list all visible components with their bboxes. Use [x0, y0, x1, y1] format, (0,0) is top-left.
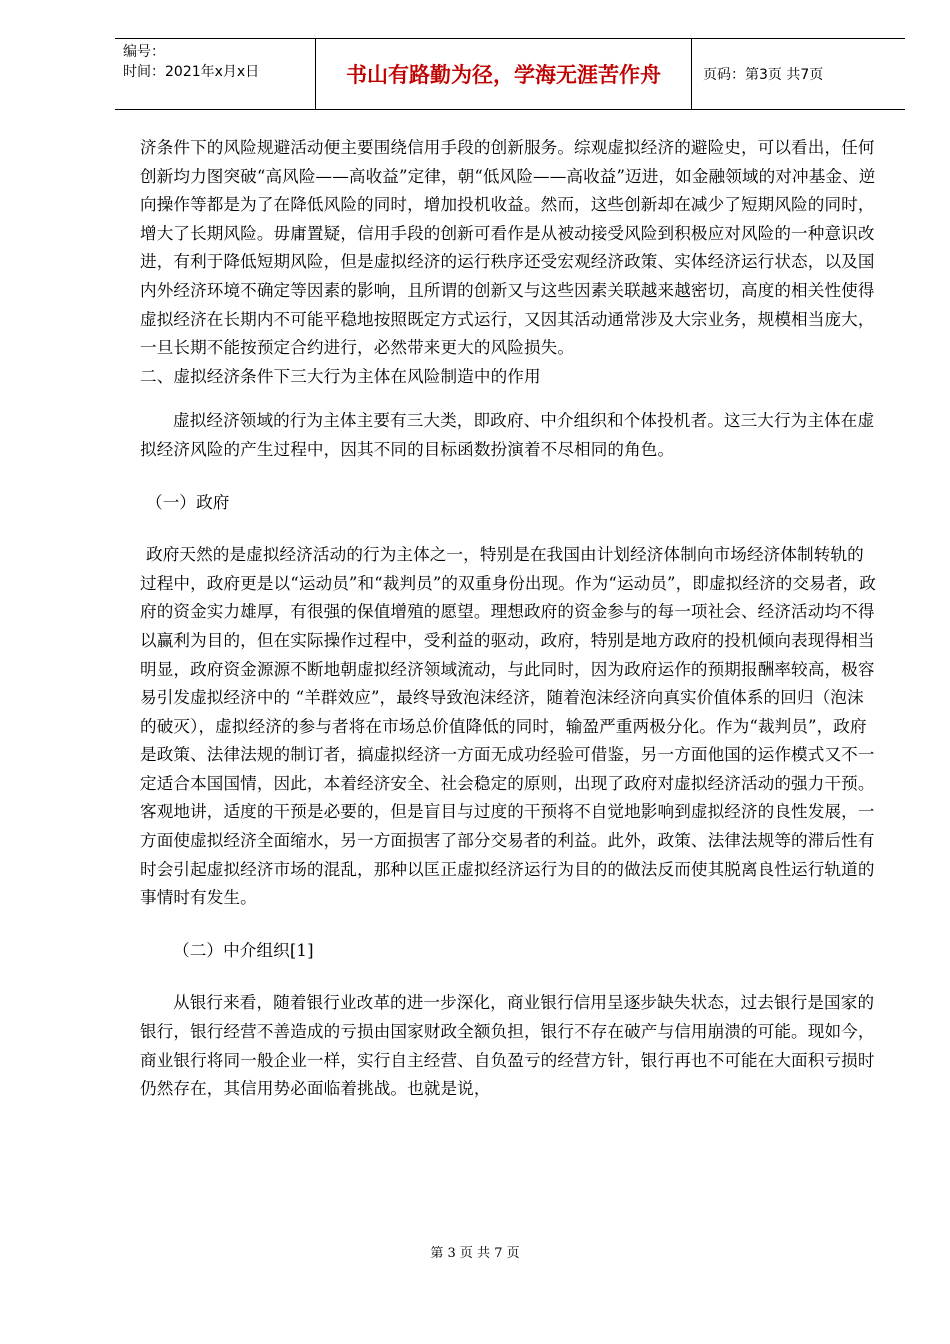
header-page-info: 页码：第3页 共7页 [703, 67, 824, 83]
section-heading-2: 二、虚拟经济条件下三大行为主体在风险制造中的作用 [140, 366, 541, 386]
paragraph-three-actors: 虚拟经济领域的行为主体主要有三大类，即政府、中介组织和个体投机者。这三大行为主体在虚拟经济风险的产生过程中，因其不同的目标函数扮演着不尽相同的角色。 [140, 411, 875, 459]
header-meta-cell [115, 39, 315, 109]
document-code-label: 编号： [123, 44, 165, 60]
document-time-label: 时间：2021年x月x日 [123, 64, 260, 80]
subheading-government: （一）政府 [146, 492, 230, 512]
paragraph-government: 政府天然的是虚拟经济活动的行为主体之一，特别是在我国由计划经济体制向市场经济体制转轨的过程中，政府更是以“运动员”和“裁判员”的双重身份出现。作为“运动员”，即虚拟经济的交易者，政府的资金实力雄厚，有很强的保值增殖的愿望。理想政府的资金参与的每一项社会、经济活动均不得以赢利为目的，但在实际操作过程中，受利益的驱动，政府，特别是地方政府的投机倾向表现得相当明显，政府资金源源不断地朝虚拟经济领域流动，与此同时，因为政府运作的预期报酬率较高，极容易引发虚拟经济中的 “羊群效应”，最终导致泡沫经济，随着泡沫经济向真实价值体系的回归（泡沫的破灭），虚拟经济的参与者将在市场总价值降低的同时，输盈严重两极分化。作为“裁判员”，政府是政策、法律法规的制订者，搞虚拟经济一方面无成功经验可借鉴，另一方面他国的运作模式又不一定适合本国国情，因此，本着经济安全、社会稳定的原则，出现了政府对虚拟经济活动的强力干预。客观地讲，适度的干预是必要的，但是盲目与过度的干预将不自觉地影响到虚拟经济的良性发展，一方面使虚拟经济全面缩水，另一方面损害了部分交易者的利益。此外，政策、法律法规等的滞后性有时会引起虚拟经济市场的混乱，那种以匡正虚拟经济运行为目的的做法反而使其脱离良性运行轨道的事情时有发生。 [140, 545, 876, 908]
header-motto: 书山有路勤为径，学海无涯苦作舟 [346, 63, 661, 87]
paragraph-risk-innovation: 济条件下的风险规避活动便主要围绕信用手段的创新服务。综观虚拟经济的避险史，可以看出，任何创新均力图突破“高风险——高收益”定律，朝“低风险——高收益”迈进，如金融领域的对冲基金、逆向操作等都是为了在降低风险的同时，增加投机收益。然而，这些创新却在减少了短期风险的同时，增大了长期风险。毋庸置疑，信用手段的创新可看作是从被动接受风险到积极应对风险的一种意识改进，有利于降低短期风险，但是虚拟经济的运行秩序还受宏观经济政策、实体经济运行状态，以及国内外经济环境不确定等因素的影响，且所谓的创新又与这些因素关联越来越密切，高度的相关性使得虚拟经济在长期内不可能平稳地按照既定方式运行，又因其活动通常涉及大宗业务，规模相当庞大，一旦长期不能按预定合约进行，必然带来更大的风险损失。 [140, 138, 876, 358]
subheading-intermediary: （二）中介组织[1] [173, 940, 314, 960]
document-body [140, 134, 880, 1104]
page-header [115, 38, 905, 110]
header-motto-cell [315, 39, 692, 109]
paragraph-banks: 从银行来看，随着银行业改革的进一步深化，商业银行信用呈逐步缺失状态，过去银行是国家的银行，银行经营不善造成的亏损由国家财政全额负担，银行不存在破产与信用崩溃的可能。现如今，商业银行将同一般企业一样，实行自主经营、自负盈亏的经营方针，银行再也不可能在大面积亏损时仍然存在，其信用势必面临着挑战。也就是说， [140, 993, 875, 1099]
page-footer: 第 3 页 共 7 页 [430, 1246, 520, 1261]
header-page-cell [691, 39, 905, 109]
